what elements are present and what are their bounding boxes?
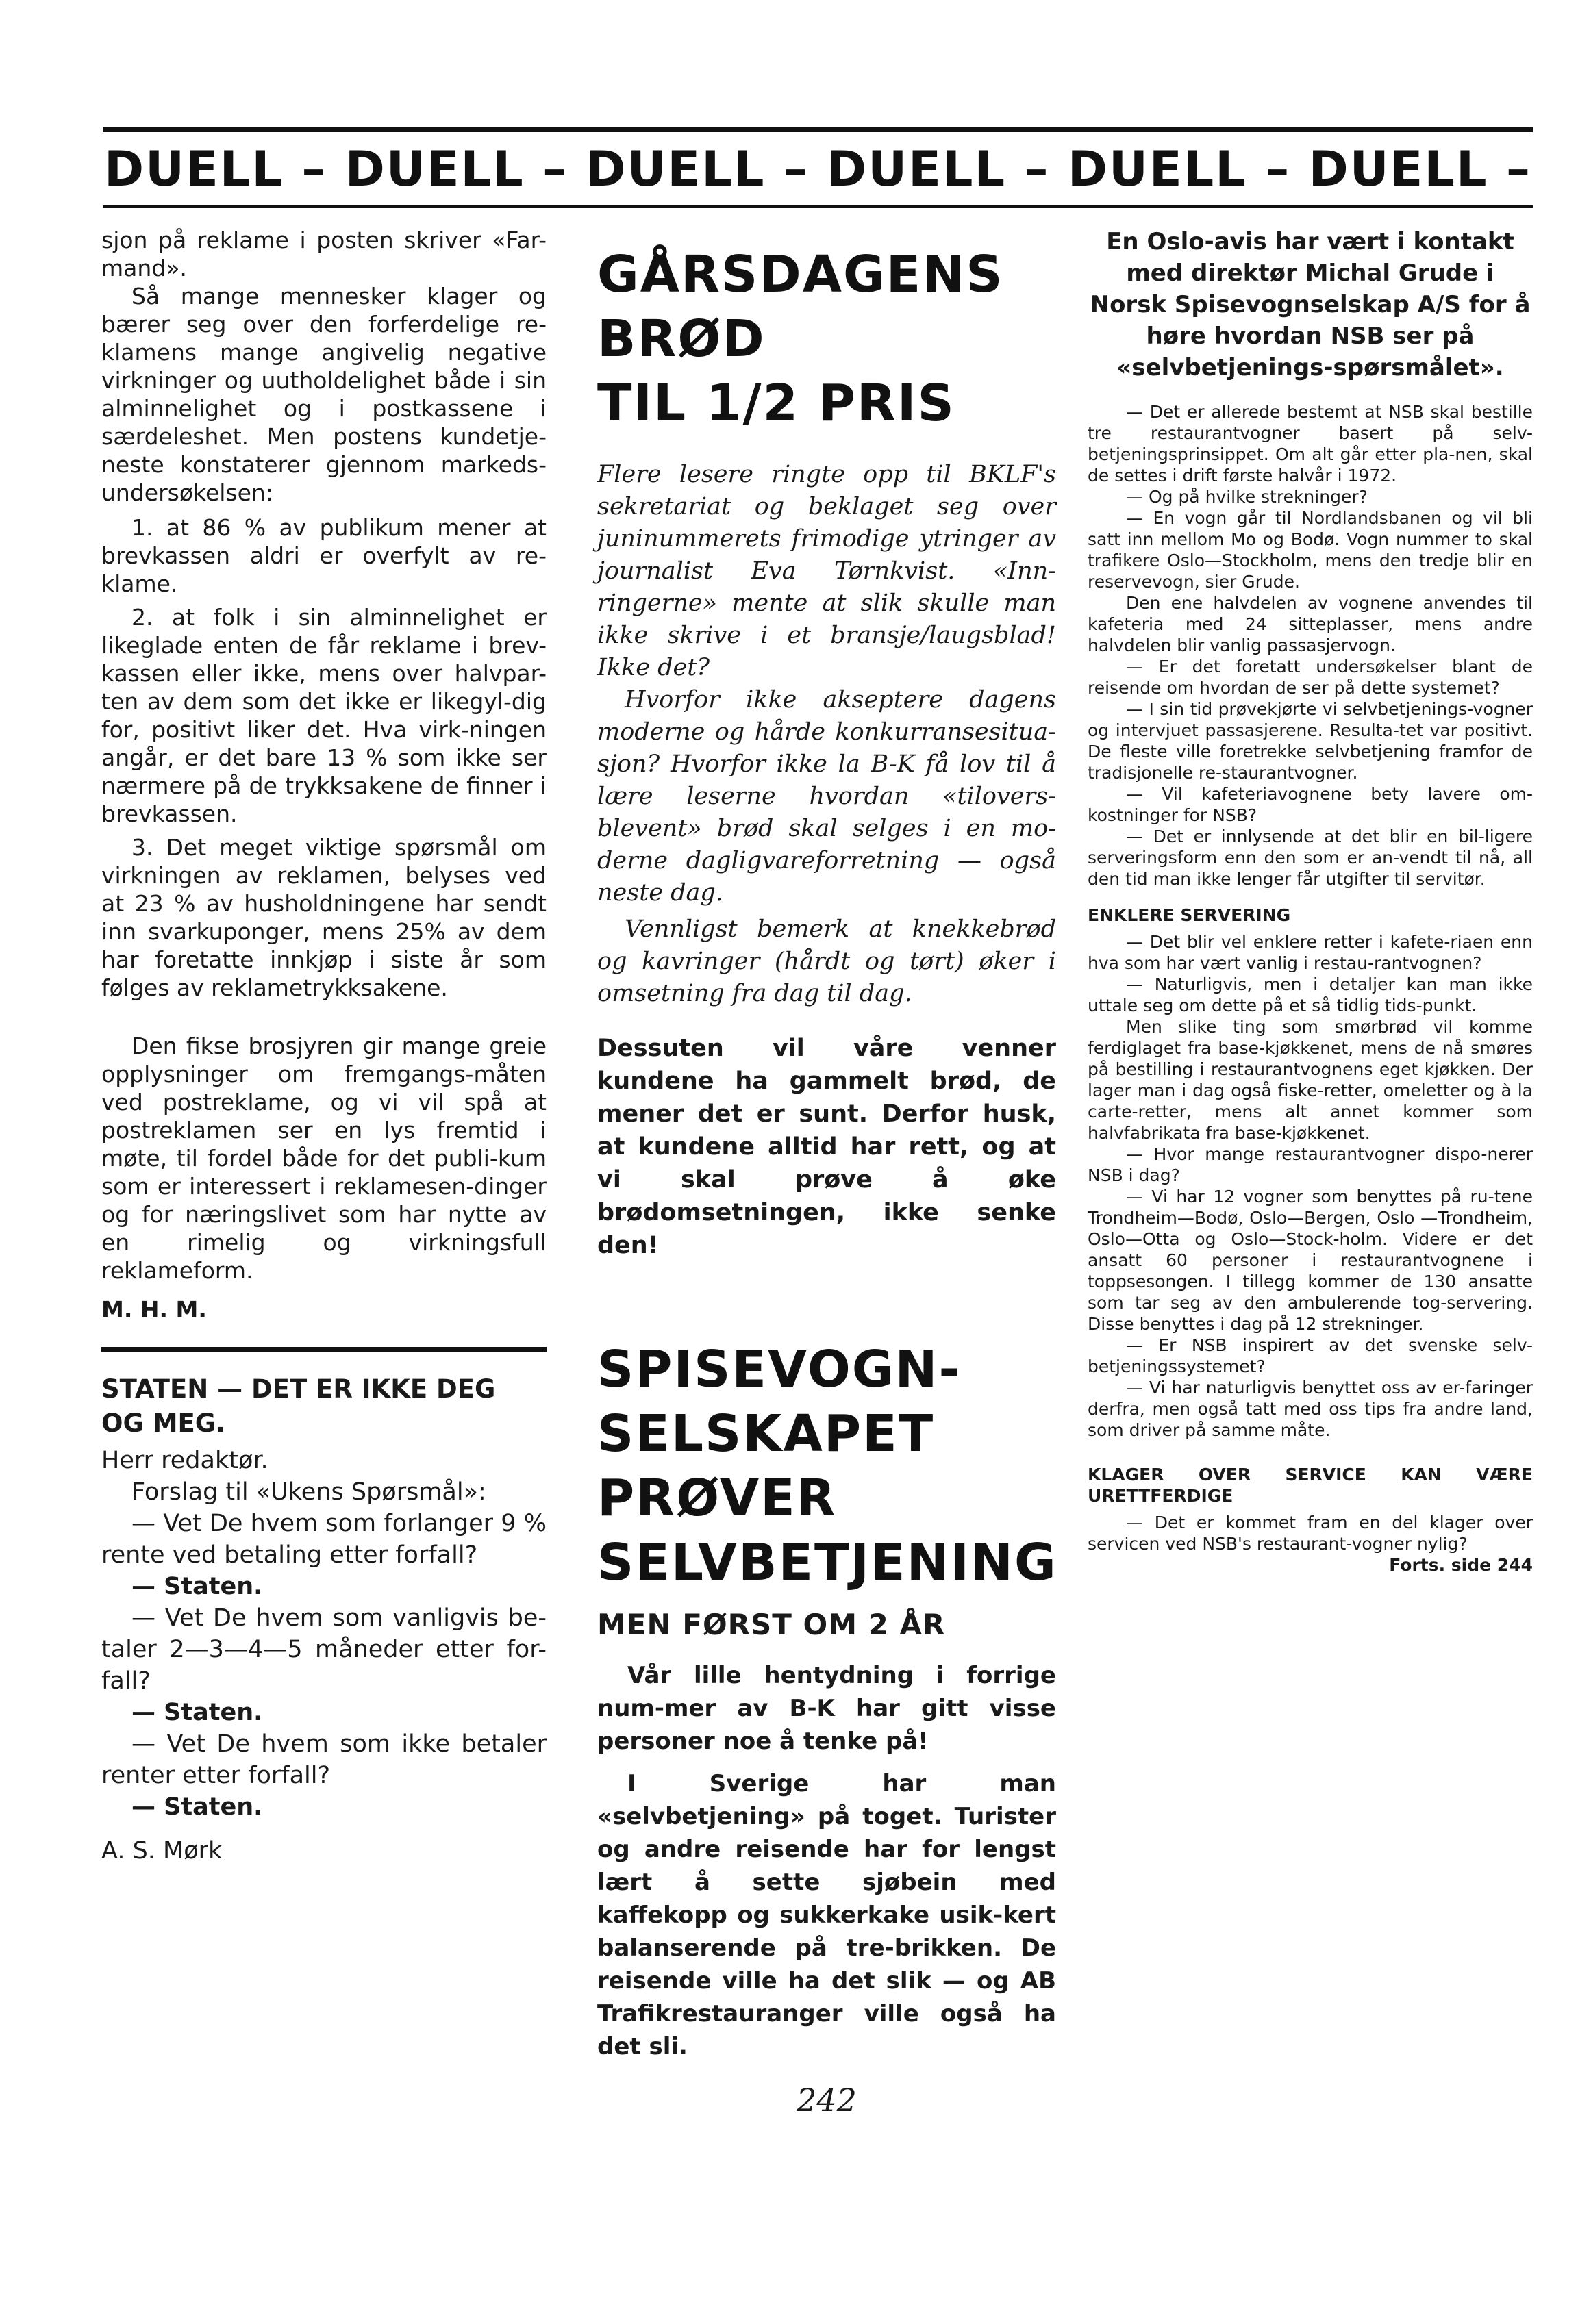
paragraph: sjon på reklame i posten skriver «Far-mand». <box>101 227 547 281</box>
duell-banner: DUELL – DUELL – DUELL – DUELL – DUELL – DUELL – <box>104 140 1531 197</box>
postreklame-article <box>101 226 547 1324</box>
page-number: 242 <box>797 2082 857 2119</box>
paragraph: — Det er innlysende at det blir en bil-ligere serveringsform enn den som er an-vendt til nå, all den tid man ikke lenger får utgifter til servitør. <box>1088 826 1533 889</box>
paragraph: Vennligst bemerk at knekkebrød og kavringer (hårdt og tørt) øker i omsetning fra dag til dag. <box>597 915 1056 1007</box>
paragraph: 1. at 86 % av publikum mener at brevkassen aldri er overfylt av re-klame. <box>101 514 547 597</box>
column-middle <box>597 226 1056 2063</box>
headline-bread <box>597 242 1056 435</box>
headline-line: GÅRSDAGENS <box>597 245 1004 304</box>
paragraph: — Naturligvis, men i detaljer kan man ikke uttale seg om dette på et så tidlig tids-punkt. <box>1088 974 1533 1015</box>
letter-line: — Vet De hvem som forlanger 9 % rente ved betaling etter forfall? <box>101 1510 547 1569</box>
spisevogn-intro <box>597 1659 1056 2063</box>
paragraph: — Er NSB inspirert av det svenske selv-betjeningssystemet? <box>1088 1335 1533 1376</box>
letter-line: — Staten. <box>132 1699 263 1726</box>
banner-top-rule <box>103 127 1533 132</box>
signature: A. S. Mørk <box>101 1837 223 1865</box>
letter-line: Herr redaktør. <box>101 1447 268 1474</box>
signature: M. H. M. <box>101 1296 207 1323</box>
paragraph: — Det blir vel enklere retter i kafete-riaen enn hva som har vært vanlig i restau-rantvognen? <box>1088 932 1533 973</box>
paragraph: Hvorfor ikke akseptere dagens moderne og hårde konkurransesitua-sjon? Hvorfor ikke la B-K få lov til å lære leserne hvordan «tilovers-blevent» brød skal selges i en mo-derne dagligvareforretning — også neste dag. <box>597 686 1056 907</box>
paragraph: Den ene halvdelen av vognene anvendes til kafeteria med 24 sitteplasser, mens andre halvdelen blir vanlig passasjervogn. <box>1088 593 1533 655</box>
letter-line: Forslag til «Ukens Spørsmål»: <box>132 1478 486 1506</box>
paragraph: — Hvor mange restaurantvogner dispo-nerer NSB i dag? <box>1088 1144 1533 1185</box>
paragraph: 2. at folk i sin alminnelighet er likeglade enten de får reklame i brev-kassen eller ikke, mens over halvpar-ten av dem som det ikke er likegyl-dig for, positivt liker det. Hva virk-ningen angår, er det bare 13 % som ikke ser nærmere på de trykksakene de finner i brevkassen. <box>101 604 547 827</box>
paragraph: Vår lille hentydning i forrige num-mer av B-K har gitt visse personer noe å tenke på! <box>597 1662 1056 1755</box>
paragraph: Flere lesere ringte opp til BKLF's sekretariat og beklaget seg over juninummerets frimodige ytringer av journalist Eva Tørnkvist. «Inn-ringerne» mente at slik skulle man ikke skrive i et bransje/laugsblad! Ikke det? <box>597 461 1056 681</box>
headline-line: BRØD <box>597 310 766 368</box>
staten-letter <box>101 1372 547 1867</box>
paragraph <box>1088 1512 1533 1575</box>
letter-line: — Staten. <box>132 1573 263 1600</box>
column-left <box>101 226 547 1867</box>
subheadline: MEN FØRST OM 2 ÅR <box>597 1608 946 1641</box>
letter-line: — Vet De hvem som vanligvis be-taler 2—3—4—5 måneder etter for-fall? <box>101 1604 547 1695</box>
headline-spisevogn <box>597 1337 1056 1595</box>
headline-line: SPISEVOGN- <box>597 1340 962 1399</box>
headline-line: SELVBETJENING <box>597 1533 1057 1592</box>
headline-line: TIL 1/2 PRIS <box>597 374 955 433</box>
paragraph: Den fikse brosjyren gir mange greie opplysninger om fremgangs-måten ved postreklame, og vi vil spå at postreklamen ser en lys fremtid i møte, til fordel både for det publi-kum som er interessert i reklamesen-dinger og for næringslivet som har nytte av en rimelig og virkningsfull reklameform. <box>101 1033 547 1284</box>
interview-intro: En Oslo-avis har vært i kontakt med direktør Michal Grude i Norsk Spisevognselskap A/S for å høre hvordan NSB ser på «selvbetjenings-spørsmålet». <box>1090 228 1531 381</box>
section-divider <box>101 1347 547 1352</box>
paragraph: — I sin tid prøvekjørte vi selvbetjenings-vogner og intervjuet passasjerene. Resulta-tet var positivt. De fleste ville foretrekke selvbetjening framfor de tradisjonelle re-staurantvogner. <box>1088 699 1533 783</box>
letter-line: — Vet De hvem som ikke betaler renter etter forfall? <box>101 1730 547 1789</box>
continued-note: Forts. side 244 <box>1389 1555 1533 1575</box>
bread-italic-text <box>597 459 1056 1010</box>
bread-conclusion: Dessuten vil våre venner kundene ha gammelt brød, de mener det er sunt. Derfor husk, at kundene alltid har rett, og at vi skal prøve å øke brødomsetningen, ikke senke den! <box>597 1035 1056 1259</box>
paragraph-text: — Det er kommet fram en del klager over servicen ved NSB's restaurant-vogner nylig? <box>1088 1513 1533 1554</box>
column-right <box>1088 226 1533 1576</box>
headline-line: PRØVER <box>597 1469 837 1528</box>
paragraph: — Og på hvilke strekninger? <box>1126 487 1368 507</box>
section-heading: KLAGER OVER SERVICE KAN VÆRE URETTFERDIGE <box>1088 1465 1533 1506</box>
section-heading: ENKLERE SERVERING <box>1088 905 1291 925</box>
interview-text <box>1088 401 1533 1575</box>
headline-line: SELSKAPET <box>597 1404 935 1463</box>
paragraph: — Det er allerede bestemt at NSB skal bestille tre restaurantvogner basert på selv-betjeningsprinsippet. Om alt går etter pla-nen, skal de settes i drift første halvår i 1972. <box>1088 402 1533 485</box>
banner-bottom-rule <box>103 205 1533 208</box>
letter-heading: STATEN — DET ER IKKE DEG OG MEG. <box>101 1374 496 1438</box>
paragraph: Men slike ting som smørbrød vil komme ferdiglaget fra base-kjøkkenet, mens de nå smøres på bestilling i restaurantvognens eget kjøkken. Der lager man i dag også fiske-retter, omeletter og à la carte-retter, mens alt annet kommer som halvfabrikata fra base-kjøkkenet. <box>1088 1017 1533 1143</box>
paragraph: 3. Det meget viktige spørsmål om virkningen av reklamen, belyses ved at 23 % av husholdningene har sendt inn svarkuponger, mens 25% av dem har foretatte innkjøp i siste år som følges av reklametrykksakene. <box>101 834 547 1001</box>
paragraph: — Vil kafeteriavognene bety lavere om-kostninger for NSB? <box>1088 784 1533 825</box>
letter-line: — Staten. <box>132 1793 263 1821</box>
paragraph: — Vi har naturligvis benyttet oss av er-faringer derfra, men også tatt med oss tips fra andre land, som driver på samme måte. <box>1088 1378 1533 1440</box>
paragraph: — En vogn går til Nordlandsbanen og vil bli satt inn mellom Mo og Bodø. Vogn nummer to skal trafikere Oslo—Stockholm, mens den tredje blir en reservevogn, sier Grude. <box>1088 508 1533 592</box>
paragraph: — Er det foretatt undersøkelser blant de reisende om hvordan de ser på dette systemet? <box>1088 657 1533 698</box>
paragraph: — Vi har 12 vogner som benyttes på ru-tene Trondheim—Bodø, Oslo—Bergen, Oslo —Trondheim, Oslo—Otta og Oslo—Stock-holm. Videre er det ansatt 60 personer i restaurantvognene i toppsesongen. I tillegg kommer de 130 ansatte som tar seg av den ambulerende tog-servering. Disse benyttes i dag på 12 strekninger. <box>1088 1187 1533 1334</box>
paragraph: Så mange mennesker klager og bærer seg over den forferdelige re-klamens mange angivelig negative virkninger og uutholdelighet både i sin alminnelighet og i postkassene i særdeleshet. Men postens kundetje-neste konstaterer gjennom markeds-undersøkelsen: <box>101 283 547 506</box>
paragraph: I Sverige har man «selvbetjening» på toget. Turister og andre reisende har for lengst lært å sette sjøbein med kaffekopp og sukkerkake usik-kert balanserende på tre-brikken. De reisende ville ha det slik — og AB Trafikrestauranger ville også ha det sli. <box>597 1770 1056 2060</box>
